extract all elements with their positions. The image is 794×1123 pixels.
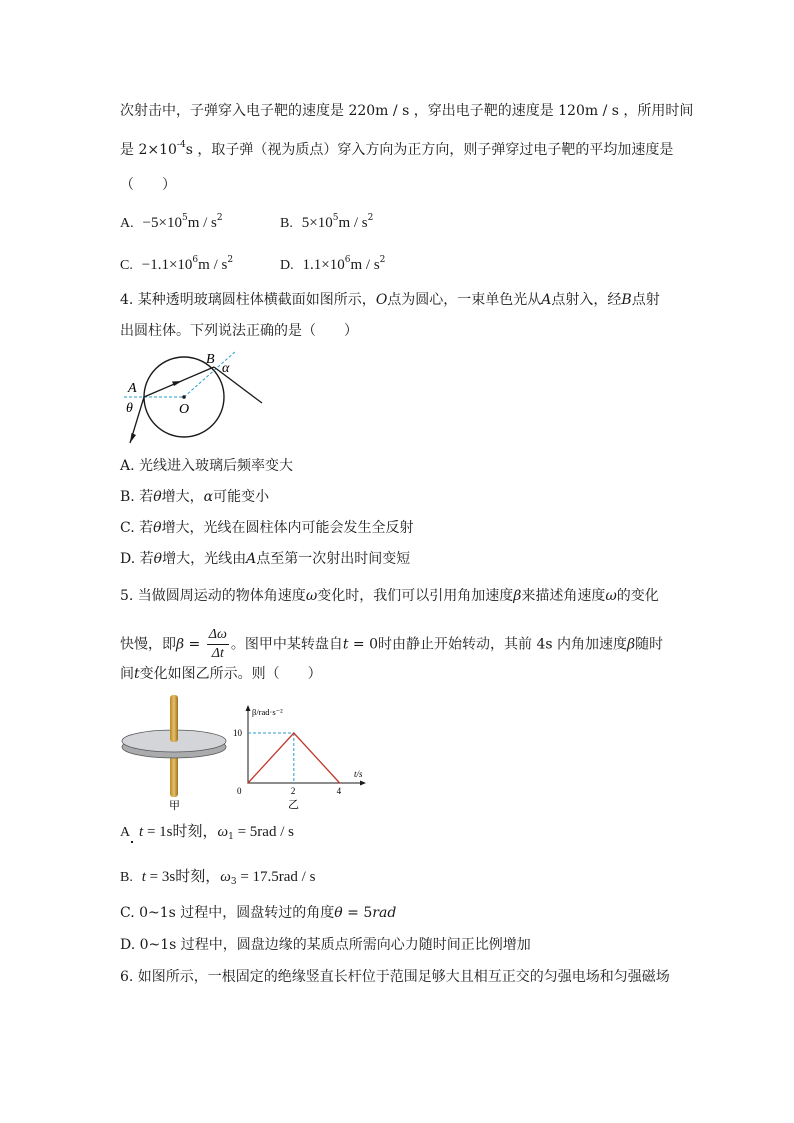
q5-stem-line3: 间t变化如图乙所示。则（ ） [120,666,322,682]
q4-option-d[interactable]: D. 若θ增大，光线由A点至第一次射出时间变短 [120,551,411,567]
incident-arrow-icon [130,433,136,443]
q4-stem-line1: 4. 某种透明玻璃圆柱体横截面如图所示，O点为圆心，一束单色光从A点射入，经B点射 [120,292,660,308]
q3-option-c[interactable]: C. $-1.1\times 10^6m / s^2$ [120,255,234,273]
q4-option-c[interactable]: C. 若θ增大，光线在圆柱体内可能会发生全反射 [120,520,414,536]
q5-stem-line1: 5. 当做圆周运动的物体角速度ω变化时，我们可以引用角加速度β来描述角速度ω的变化 [120,588,659,604]
rod-upper [170,695,178,742]
q3-stem-line1: 次射击中，子弹穿入电子靶的速度是 220m / s ，穿出电子靶的速度是 120m / s ，所用时间 [120,103,694,119]
label-theta: θ [126,401,133,416]
q5-option-b[interactable]: B. t = 3s时刻，$\omega_3 = 17.5rad / s$ [120,869,316,887]
q5-stem-line2: 快慢，即β = $\frac{\Delta\omega}{\Delta t}$ 。图甲中某转盘自t = 0时由静止开始转动，其前 4s 内角加速度β随时 [120,627,664,661]
beta-time-chart [228,700,368,812]
label-alpha: α [222,361,230,376]
q3-stem-line2: 是 $2\times 10^{-4}s$ ，取子弹（视为质点）穿入方向为正方向，则子弹穿过电子靶的平均加速度是 [120,140,674,158]
glass-cylinder-diagram [118,345,268,450]
q5-option-a[interactable]: A t = 1s时刻，$\omega_1 = 5rad / s$ [120,824,294,842]
x-tick-label: 4 [336,786,342,796]
q4-option-b[interactable]: B. 若θ增大，α可能变小 [120,489,270,505]
x-tick-label: 0 [237,786,242,796]
q3-stem-line3: （ ） [120,177,176,193]
label-o: O [179,402,190,417]
y-axis-label: β/rad·s⁻² [252,707,283,717]
q3-option-b[interactable]: B. $5\times 10^5m / s^2$ [280,213,374,231]
beta-data-point [247,782,249,784]
beta-data-point [293,732,295,734]
q5-option-d[interactable]: D. 0~1s 过程中，圆盘边缘的某质点所需向心力随时间正比例增加 [120,937,531,953]
refracted-arrow-icon [172,381,182,386]
q6-stem-line1: 6. 如图所示，一根固定的绝缘竖直长杆位于范围足够大且相互正交的匀强电场和匀强磁场 [120,969,670,985]
stray-dot [131,841,133,843]
x-axis-arrow-icon [360,781,366,786]
label-b: B [206,352,215,367]
label-yi: 乙 [288,799,299,811]
y-axis-arrow-icon [246,705,251,711]
q5-option-c[interactable]: C. 0~1s 过程中，圆盘转过的角度θ = 5rad [120,905,397,921]
x-axis-label: t/s [354,769,363,779]
center-point [182,395,186,399]
beta-data-point [339,782,341,784]
x-tick-label: 2 [290,786,296,796]
y-tick-label: 10 [233,728,242,738]
label-a: A [128,381,137,396]
q3-option-d[interactable]: D. $1.1\times 10^6m / s^2$ [280,255,386,273]
q4-stem-line2: 出圆柱体。下列说法正确的是（ ） [120,323,358,339]
turntable-figure [118,692,228,812]
q4-option-a[interactable]: A. 光线进入玻璃后频率变大 [120,458,294,474]
q3-option-a[interactable]: A. $-5\times 10^5m / s^2$ [120,213,223,231]
omega-fraction: $\frac{\Delta\omega}{\Delta t}$ [208,627,227,661]
label-jia: 甲 [169,800,180,812]
